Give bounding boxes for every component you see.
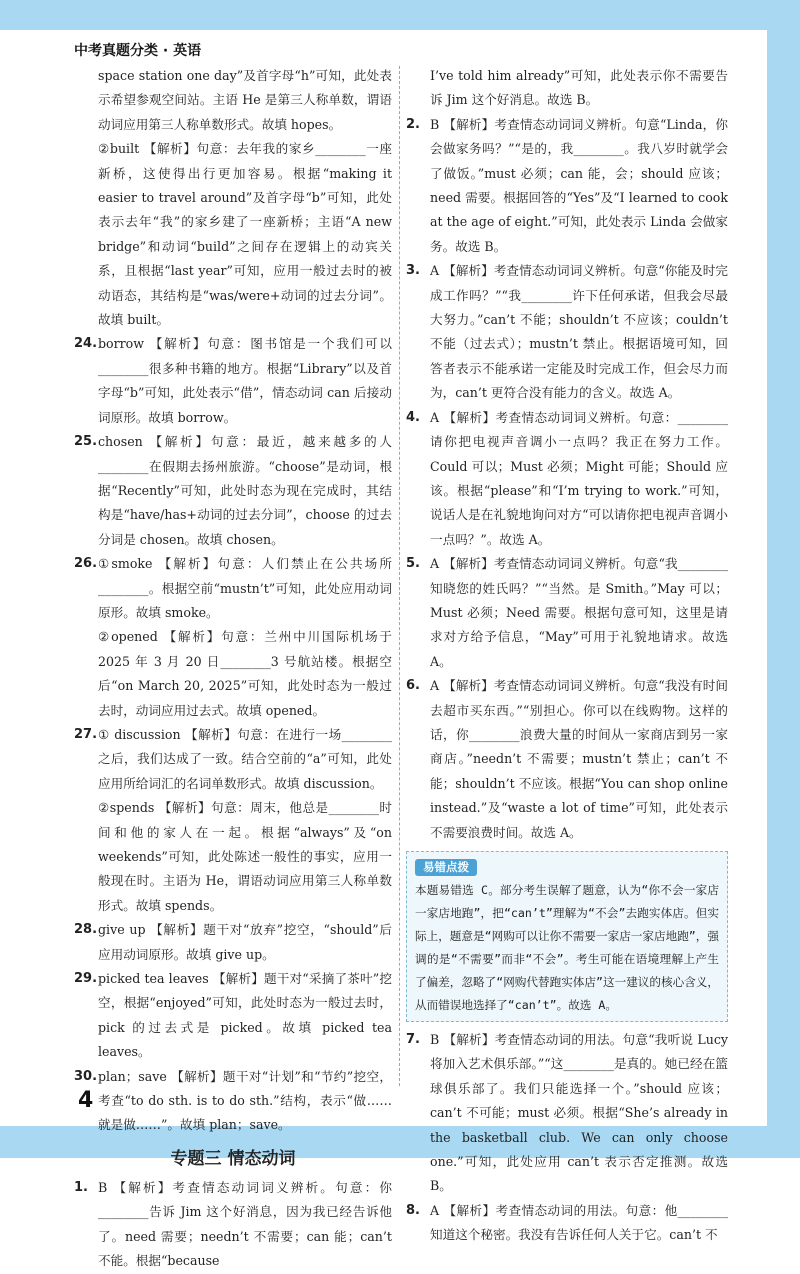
- answer-item: [74, 430, 392, 552]
- item-text: ① discussion 【解析】句意：在进行一场________之后，我们达成了一致。结合空前的“a”可知，此处应用所给词汇的名词单数形式。故填 discussion。: [98, 726, 392, 791]
- item-number: 27.: [74, 726, 98, 742]
- item-text: B 【解析】考查情态动词的用法。句意“我听说 Lucy 将加入艺术俱乐部。”“这________是真的。她已经在篮球俱乐部了。我们只能选择一个。”should 应该；can’t 不可能；must 必须。根据“She’s already in the basketball club. We can only choose one.”可知，此处应用 can’t 表示否定推测。故选 B。: [430, 1032, 728, 1194]
- item-text: space station one day”及首字母“h”可知，此处表示希望参观空间站。主语 He 是第三人称单数，谓语动词应用第三人称单数形式。故填 hopes。: [98, 68, 392, 132]
- item-number: 2.: [406, 116, 420, 132]
- answer-item: [74, 967, 392, 1065]
- answer-item: [406, 674, 728, 845]
- item-text: A 【解析】考查情态动词词义辨析。句意：________请你把电视声音调小一点吗？我正在努力工作。Could 可以；Must 必须；Might 可能；Should 应该。根据“please”和“I’m trying to work.”可知，说话人是在礼貌地询问对方“可以请你把电视声音调小一点吗？”。故选 A。: [430, 409, 728, 547]
- left-items-after: [74, 1176, 392, 1274]
- section-title: 专题三 情态动词: [170, 1148, 296, 1169]
- item-text: B 【解析】考查情态动词词义辨析。句意“Linda，你会做家务吗？”“是的，我________。我八岁时就学会了做饭。”must 必须；can 能，会；should 应该；need 需要。根据回答的“Yes”及“I learned to cook at the age of eight.”可知，此处表示 Linda 会做家务。故选 B。: [430, 116, 728, 254]
- item-text: plan；save 【解析】题干对“计划”和“节约”挖空，考查“to do sth. is to do sth.”结构，表示“做……就是做……”。故填 plan；save。: [98, 1068, 392, 1133]
- item-text: give up 【解析】题干对“放弃”挖空，“should”后应用动词原形。故填 give up。: [98, 922, 392, 962]
- top-band: [0, 0, 800, 30]
- answer-item: [406, 1199, 728, 1248]
- answer-item: [74, 552, 392, 625]
- item-number: 25.: [74, 434, 98, 450]
- answer-item: [74, 918, 392, 967]
- answer-item: [74, 1176, 392, 1274]
- answer-item: [406, 64, 728, 113]
- item-number: 24.: [74, 336, 98, 352]
- answer-item: [406, 406, 728, 552]
- right-column: [406, 64, 728, 1248]
- item-text: A 【解析】考查情态动词的用法。句意：他________知道这个秘密。我没有告诉任何人关于它。can’t 不: [430, 1202, 728, 1243]
- item-text: ②opened 【解析】句意：兰州中川国际机场于 2025 年 3 月 20 日________3 号航站楼。根据空后“on March 20, 2025”可知，此处时态为一般过去时，动词应用过去式。故填 opened。: [98, 629, 392, 718]
- tip-box: [406, 851, 728, 1022]
- item-text: borrow 【解析】句意：图书馆是一个我们可以________很多种书籍的地方。根据“Library”以及首字母“b”可知，此处表示“借”，情态动词 can 后接动词原形。故填 borrow。: [98, 336, 392, 425]
- item-number: 7.: [406, 1032, 420, 1047]
- item-text: picked tea leaves 【解析】题干对“采摘了茶叶”挖空，根据“enjoyed”可知，此处时态为一般过去时，pick 的过去式是 picked。故填 picked tea leaves。: [98, 971, 392, 1060]
- answer-item: [74, 723, 392, 796]
- running-header: 中考真题分类 · 英语: [74, 43, 202, 59]
- right-band: [767, 0, 800, 1158]
- right-items-after: [406, 1028, 728, 1248]
- answer-item: [406, 1028, 728, 1199]
- item-text: B 【解析】考查情态动词词义辨析。句意：你________告诉 Jim 这个好消息，因为我已经告诉他了。need 需要；needn’t 不需要；can 能；can’t 不能。根据“because: [98, 1179, 392, 1269]
- item-number: 5.: [406, 556, 420, 572]
- item-text: ②built 【解析】句意：去年我的家乡________一座新桥，这使得出行更加容易。根据“making it easier to travel around”及首字母“b”可知，此处表示去年“我”的家乡建了一座新桥；主语“A new bridge”和动词“build”之间存在逻辑上的动宾关系，且根据“last year”可知，应用一般过去时的被动语态，其结构是“was/were+动词的过去分词”。故填 built。: [98, 141, 392, 328]
- answer-item: [74, 64, 392, 137]
- tip-label: 易错点拨: [415, 859, 477, 876]
- left-items: [74, 64, 392, 1138]
- item-number: 1.: [74, 1179, 88, 1195]
- item-number: 3.: [406, 263, 420, 279]
- item-number: 26.: [74, 556, 98, 572]
- page-number: 4: [78, 1088, 94, 1113]
- column-divider: [399, 66, 400, 1086]
- right-items: [406, 64, 728, 845]
- answer-item: [406, 259, 728, 405]
- item-text: ②spends 【解析】句意：周末，他总是________时间和他的家人在一起。根据“always”及“on weekends”可知，此处陈述一般性的事实，应用一般现在时。主语为 He，谓语动词应用第三人称单数形式。故填 spends。: [98, 800, 392, 913]
- answer-item: [74, 625, 392, 723]
- tip-text: 本题易错选 C。部分考生误解了题意，认为“你不会一家店一家店地跑”，把“can’t”理解为“不会”去跑实体店。但实际上，题意是“网购可以让你不需要一家店一家店地跑”，强调的是“不需要”而非“不会”。考生可能在语境理解上产生了偏差，忽略了“网购代替跑实体店”这一建议的核心含义，从而错误地选择了“can’t”。故选 A。: [415, 883, 719, 1012]
- item-text: A 【解析】考查情态动词词义辨析。句意“我________知晓您的姓氏吗？”“当然。是 Smith。”May 可以；Must 必须；Need 需要。根据句意可知，这里是请求对方给予信息，“May”可用于礼貌地请求。故选 A。: [430, 556, 728, 669]
- answer-item: [406, 552, 728, 674]
- answer-item: [74, 796, 392, 918]
- left-column: [74, 64, 392, 1274]
- item-text: ①smoke 【解析】句意：人们禁止在公共场所________。根据空前“mustn’t”可知，此处应用动词原形。故填 smoke。: [98, 556, 392, 620]
- item-number: 6.: [406, 678, 420, 694]
- answer-item: [74, 1065, 392, 1138]
- item-number: 8.: [406, 1202, 420, 1218]
- item-text: I’ve told him already”可知，此处表示你不需要告诉 Jim 这个好消息。故选 B。: [430, 68, 728, 108]
- item-number: 4.: [406, 409, 420, 425]
- item-text: A 【解析】考查情态动词词义辨析。句意“你能及时完成工作吗？”“我________许下任何承诺，但我会尽最大努力。”can’t 不能；shouldn’t 不应该；couldn’t 不能（过去式）；mustn’t 禁止。根据语境可知，回答者表示不能承诺一定能及时完成工作，但会尽力而为，can’t 更符合没有能力的含义。故选 A。: [430, 263, 728, 401]
- item-number: 29.: [74, 971, 98, 987]
- item-text: A 【解析】考查情态动词词义辨析。句意“我没有时间去超市买东西。”“别担心。你可以在线购物。这样的话，你________浪费大量的时间从一家商店到另一家商店。”needn’t 不需要；mustn’t 禁止；can’t 不能；shouldn’t 不应该。根据“You can shop online instead.”及“waste a lot of time”可知，此处表示不需要浪费时间。故选 A。: [430, 678, 728, 840]
- item-number: 28.: [74, 922, 98, 938]
- answer-item: [74, 137, 392, 332]
- item-text: chosen 【解析】句意：最近，越来越多的人________在假期去扬州旅游。“choose”是动词，根据“Recently”可知，此处时态为现在完成时，其结构是“have/has+动词的过去分词”，choose 的过去分词是 chosen。故填 chosen。: [98, 434, 392, 547]
- answer-item: [74, 332, 392, 430]
- answer-item: [406, 113, 728, 259]
- item-number: 30.: [74, 1068, 98, 1084]
